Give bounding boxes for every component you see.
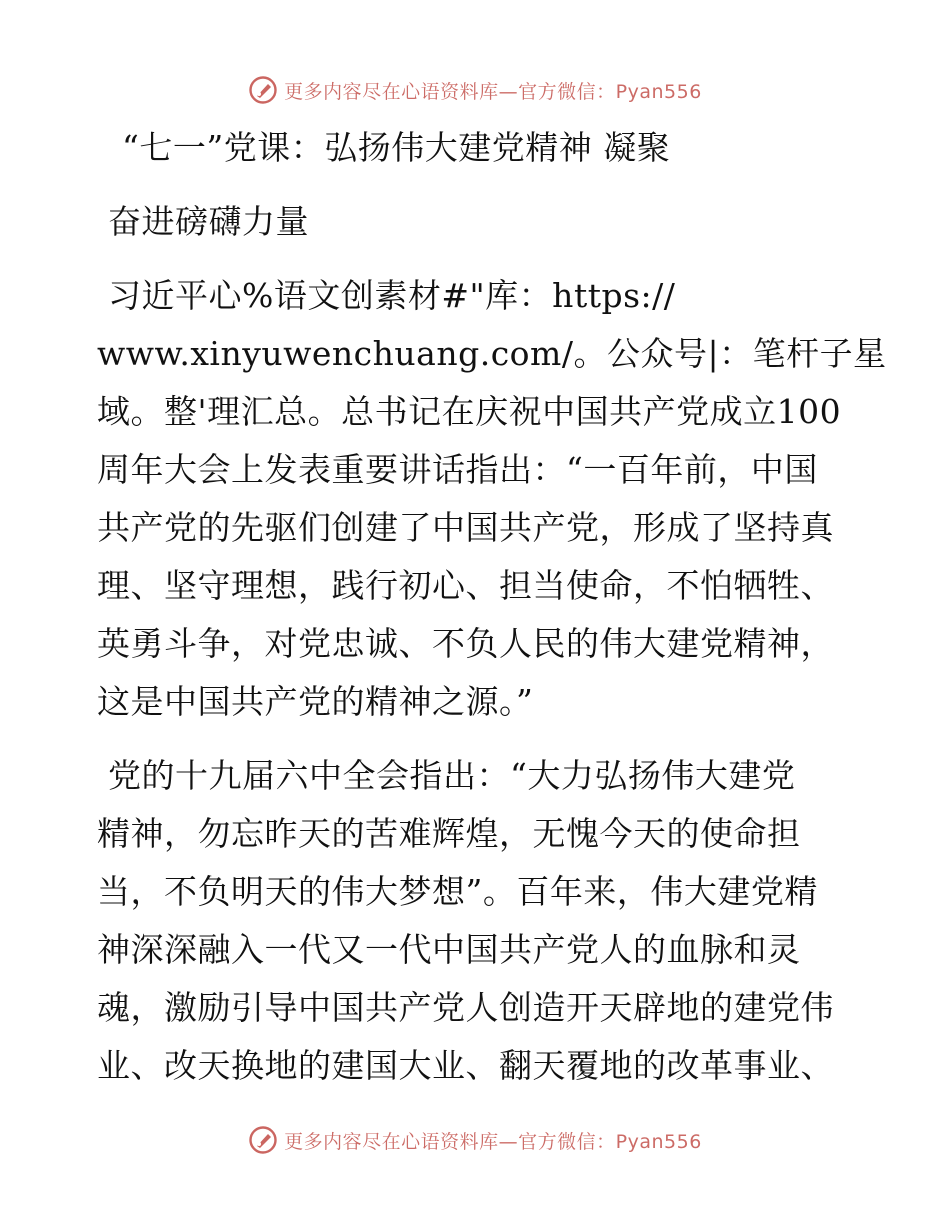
pen-nib-logo-icon [248,75,278,105]
paragraph-1-line-6: 理、坚守理想，践行初心、担当使命，不怕牺牲、 [97,566,834,605]
footer-watermark-text: 更多内容尽在心语资料库—官方微信：Pyan556 [284,1130,702,1153]
paragraph-2-line-4: 神深深融入一代又一代中国共产党人的血脉和灵 [97,930,801,969]
title-line-2: 奋进磅礴力量 [108,202,309,241]
paragraph-1-line-7: 英勇斗争，对党忠诚、不负人民的伟大建党精神， [97,624,834,663]
title-line-1: “七一”党课：弘扬伟大建党精神 凝聚 [122,128,671,167]
paragraph-1-line-4: 周年大会上发表重要讲话指出：“一百年前，中国 [97,450,818,489]
paragraph-1-line-3: 域。整'理汇总。总书记在庆祝中国共产党成立100 [97,392,842,431]
paragraph-2-line-1: 党的十九届六中全会指出：“大力弘扬伟大建党 [108,756,796,795]
paragraph-2-line-2: 精神，勿忘昨天的苦难辉煌，无愧今天的使命担 [97,814,801,853]
footer-watermark [0,1120,950,1160]
paragraph-1-line-8: 这是中国共产党的精神之源。” [97,682,534,721]
header-watermark-text: 更多内容尽在心语资料库—官方微信：Pyan556 [284,80,702,103]
paragraph-2-line-5: 魂，激励引导中国共产党人创造开天辟地的建党伟 [97,988,834,1027]
paragraph-1-line-2: www.xinyuwenchuang.com/。公众号|：笔杆子星 [97,334,887,373]
paragraph-1-line-1: 习近平心%语文创素材#"库：https:// [108,276,676,315]
header-watermark [0,70,950,110]
pen-nib-logo-icon [248,1125,278,1155]
paragraph-1-line-5: 共产党的先驱们创建了中国共产党，形成了坚持真 [97,508,834,547]
paragraph-2-line-3: 当，不负明天的伟大梦想”。百年来，伟大建党精 [97,872,818,911]
paragraph-2-line-6: 业、改天换地的建国大业、翻天覆地的改革事业、 [97,1046,834,1085]
